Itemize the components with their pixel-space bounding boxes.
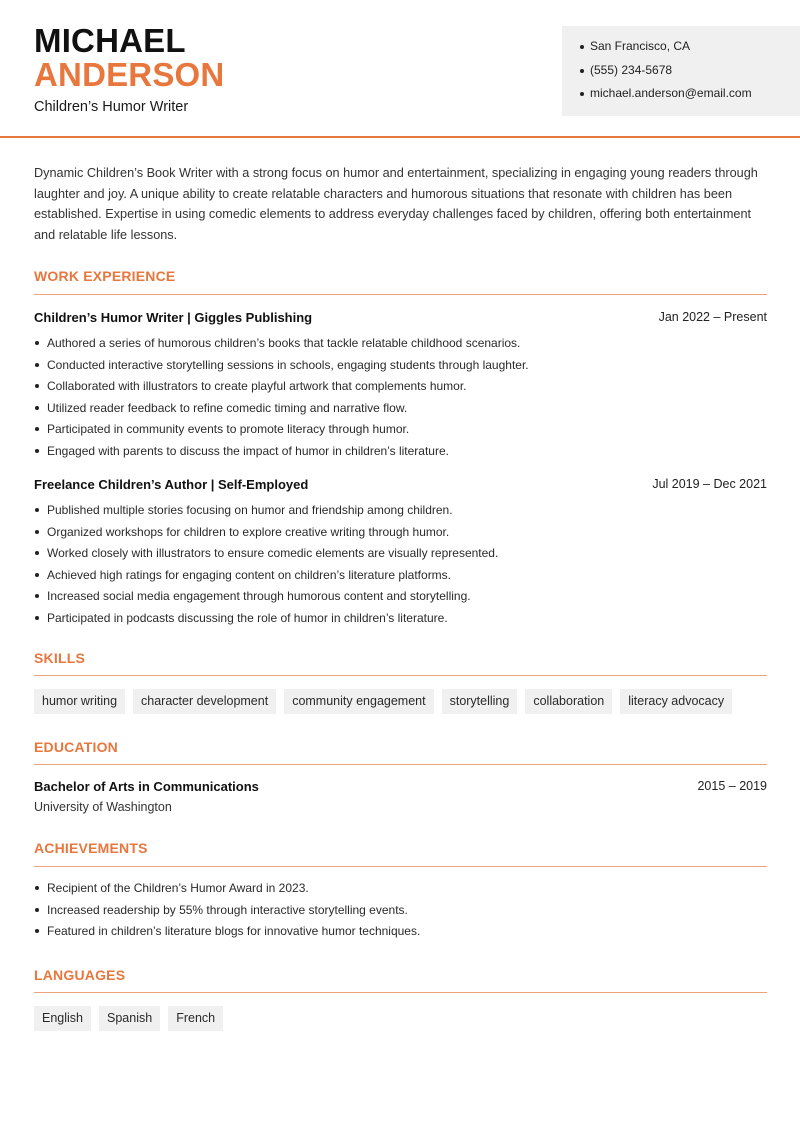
list-item: Increased readership by 55% through interactive storytelling events. bbox=[34, 902, 764, 924]
list-item: Featured in children’s literature blogs for innovative humor techniques. bbox=[34, 923, 764, 945]
job-heading: Freelance Children’s Author | Self-Employed bbox=[34, 477, 309, 492]
job-dates: Jul 2019 – Dec 2021 bbox=[652, 477, 767, 491]
job-role: Children’s Humor Writer bbox=[34, 99, 189, 115]
contact-box bbox=[562, 26, 800, 116]
section-title-skills: SKILLS bbox=[34, 650, 85, 666]
section-title-achievements: ACHIEVEMENTS bbox=[34, 840, 148, 856]
skill-tag: literacy advocacy bbox=[620, 689, 732, 714]
languages-list bbox=[34, 1006, 223, 1031]
list-item: Organized workshops for children to explore creative writing through humor. bbox=[34, 524, 764, 546]
skill-tag: character development bbox=[133, 689, 276, 714]
section-divider bbox=[34, 764, 767, 765]
language-tag: English bbox=[34, 1006, 91, 1031]
resume-header bbox=[0, 0, 800, 138]
job-dates: Jan 2022 – Present bbox=[658, 310, 767, 324]
achievement-list bbox=[34, 880, 764, 945]
list-item: Achieved high ratings for engaging content on children’s literature platforms. bbox=[34, 567, 764, 589]
section-title-work: WORK EXPERIENCE bbox=[34, 268, 176, 284]
list-item: Utilized reader feedback to refine comedic timing and narrative flow. bbox=[34, 400, 764, 422]
contact-phone: (555) 234-5678 bbox=[580, 62, 800, 86]
skill-tag: collaboration bbox=[525, 689, 612, 714]
list-item: Worked closely with illustrators to ensure comedic elements are visually represented. bbox=[34, 545, 764, 567]
list-item: Participated in podcasts discussing the role of humor in children’s literature. bbox=[34, 610, 764, 632]
section-divider bbox=[34, 675, 767, 676]
last-name: ANDERSON bbox=[34, 56, 225, 93]
skills-list bbox=[34, 689, 732, 714]
section-divider bbox=[34, 866, 767, 867]
job-bullets bbox=[34, 335, 764, 465]
job-bullets bbox=[34, 502, 764, 632]
professional-summary: Dynamic Children’s Book Writer with a strong focus on humor and entertainment, specializing in engaging young readers through laughter and joy. A unique ability to create relatable characters and humorous situations that resonate with children has been established. Expertise in using comedic elements to address everyday challenges faced by children, offering both entertainment and relatable life lessons. bbox=[34, 166, 758, 243]
candidate-name bbox=[34, 24, 224, 92]
education-school: University of Washington bbox=[34, 800, 172, 814]
language-tag: French bbox=[168, 1006, 223, 1031]
education-degree: Bachelor of Arts in Communications bbox=[34, 779, 259, 794]
skill-tag: community engagement bbox=[284, 689, 433, 714]
list-item: Conducted interactive storytelling sessions in schools, engaging students through laughter. bbox=[34, 357, 764, 379]
list-item: Recipient of the Children’s Humor Award in 2023. bbox=[34, 880, 764, 902]
list-item: Participated in community events to promote literacy through humor. bbox=[34, 421, 764, 443]
skill-tag: humor writing bbox=[34, 689, 125, 714]
first-name: MICHAEL bbox=[34, 22, 186, 59]
section-divider bbox=[34, 992, 767, 993]
list-item: Published multiple stories focusing on humor and friendship among children. bbox=[34, 502, 764, 524]
list-item: Engaged with parents to discuss the impact of humor in children’s literature. bbox=[34, 443, 764, 465]
job-heading: Children’s Humor Writer | Giggles Publishing bbox=[34, 310, 313, 325]
list-item: Collaborated with illustrators to create playful artwork that complements humor. bbox=[34, 378, 764, 400]
education-dates: 2015 – 2019 bbox=[697, 779, 767, 793]
section-divider bbox=[34, 294, 767, 295]
section-title-education: EDUCATION bbox=[34, 739, 118, 755]
section-title-languages: LANGUAGES bbox=[34, 967, 126, 983]
contact-location: San Francisco, CA bbox=[580, 38, 800, 62]
list-item: Authored a series of humorous children’s books that tackle relatable childhood scenarios. bbox=[34, 335, 764, 357]
language-tag: Spanish bbox=[99, 1006, 160, 1031]
skill-tag: storytelling bbox=[442, 689, 518, 714]
list-item: Increased social media engagement through humorous content and storytelling. bbox=[34, 588, 764, 610]
contact-email[interactable]: michael.anderson@email.com bbox=[580, 85, 800, 109]
